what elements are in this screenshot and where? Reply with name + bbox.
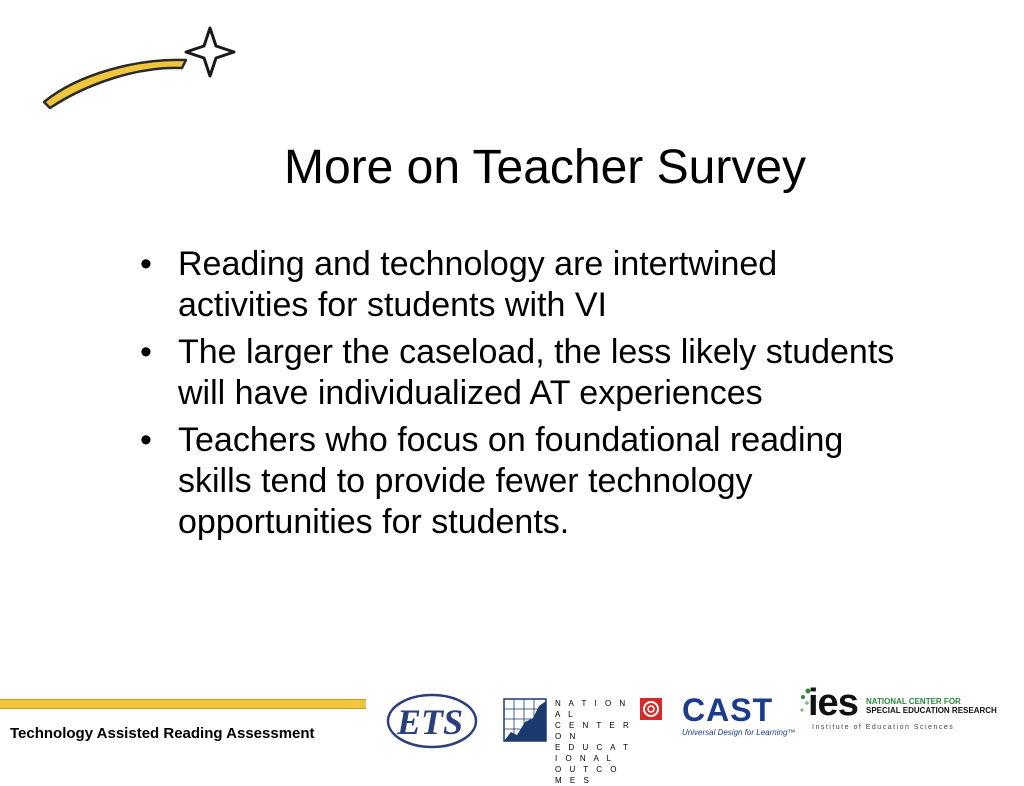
ncoe-text [555, 698, 633, 786]
ncoe-logo [503, 698, 633, 785]
shooting-star-logo [38, 22, 242, 114]
ies-center-line2: SPECIAL EDUCATION RESEARCH [866, 706, 997, 715]
footer-text: Technology Assisted Reading Assessment [10, 725, 315, 742]
ies-institute-name: Institute of Education Sciences [812, 724, 955, 731]
ies-center-line1: NATIONAL CENTER FOR [866, 697, 961, 706]
footer-gold-bar [0, 699, 366, 709]
ncoe-grid-icon [503, 698, 547, 742]
slide-title: More on Teacher Survey [283, 141, 807, 194]
swoosh-shape [44, 60, 186, 108]
bullet-marker: • [140, 421, 152, 459]
bullet-marker: • [140, 333, 152, 371]
ies-name: ies [808, 682, 858, 724]
bullet-marker: • [140, 245, 152, 283]
ies-logo [800, 682, 997, 736]
ncoe-line: N A T I O N A L [555, 699, 629, 719]
star-shape [186, 28, 234, 76]
ncoe-line: C E N T E R O N [555, 721, 632, 741]
bullet-list [140, 244, 900, 549]
cast-symbol-icon [640, 698, 662, 720]
ncoe-line: O U T C O M E S [555, 765, 620, 785]
cast-name: CAST [682, 692, 774, 728]
bullet-text: The larger the caseload, the less likely students will have individualized AT experiences [178, 333, 895, 412]
bullet-item [140, 244, 900, 326]
bullet-text: Reading and technology are intertwined activities for students with VI [178, 245, 778, 324]
bullet-item [140, 332, 900, 414]
ets-logo [384, 690, 480, 752]
ncoe-line: E D U C A T I O N A L [555, 743, 631, 763]
bullet-item [140, 420, 900, 543]
cast-tagline: Universal Design for Learning™ [682, 728, 796, 737]
ies-center-name [866, 697, 997, 715]
ets-logo-text: ETS [396, 702, 464, 742]
cast-logo [682, 694, 798, 740]
bullet-text: Teachers who focus on foundational reading skills tend to provide fewer technology opportunities for students. [178, 421, 844, 541]
